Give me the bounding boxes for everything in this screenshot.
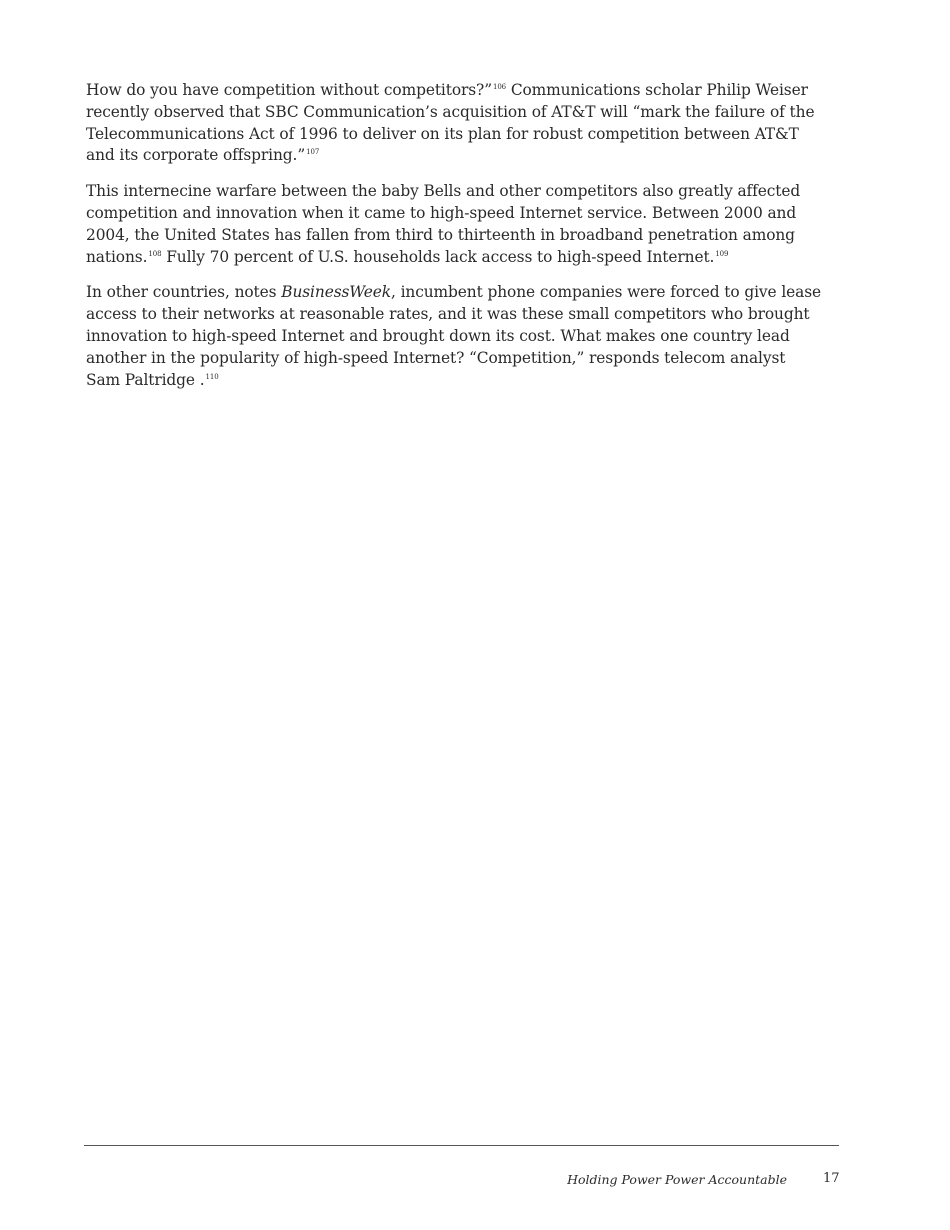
paragraph-text: Fully 70 percent of U.S. households lack access to high-speed Internet. xyxy=(161,247,715,266)
footnote-marker: 108 xyxy=(148,249,162,258)
paragraph-text: How do you have competition without competitors?” xyxy=(86,81,492,99)
paragraph-1 xyxy=(86,80,822,167)
paragraph-3 xyxy=(86,282,822,391)
running-footer-title: Holding Power Power Accountable xyxy=(567,1172,787,1187)
footnote-marker: 107 xyxy=(306,148,320,157)
paragraph-2 xyxy=(86,181,822,268)
publication-title: BusinessWeek xyxy=(281,283,391,302)
paragraph-text: Communications scholar Philip Weiser recently observed that SBC Communication’s acquisition of AT&T will “mark the failure of the Telecommunications Act of 1996 to deliver on its plan for robust competition between AT&T and its corporate offspring.” xyxy=(86,81,815,165)
body-text xyxy=(86,80,822,405)
footer-divider xyxy=(84,1145,839,1146)
footnote-marker: 106 xyxy=(492,83,507,91)
paragraph-text: , incumbent phone companies were forced to give lease access to their networks at reasonable rates, and it was these small competitors who brought innovation to high-speed Internet and brought down its cost. What makes one country lead another in the popularity of high-speed Internet? “Competition,” responds telecom analyst Sam Paltridge . xyxy=(86,283,822,389)
footnote-marker: 110 xyxy=(205,372,219,381)
footnote-marker: 109 xyxy=(715,249,729,258)
page-number: 17 xyxy=(823,1171,840,1186)
paragraph-text: In other countries, notes xyxy=(86,283,282,302)
paragraph-text: This internecine warfare between the baby Bells and other competitors also greatly affected competition and innovation when it came to high-speed Internet service. Between 2000 and 2004, the United States has fallen from third to thirteenth in broadband penetration among nations. xyxy=(86,182,801,266)
